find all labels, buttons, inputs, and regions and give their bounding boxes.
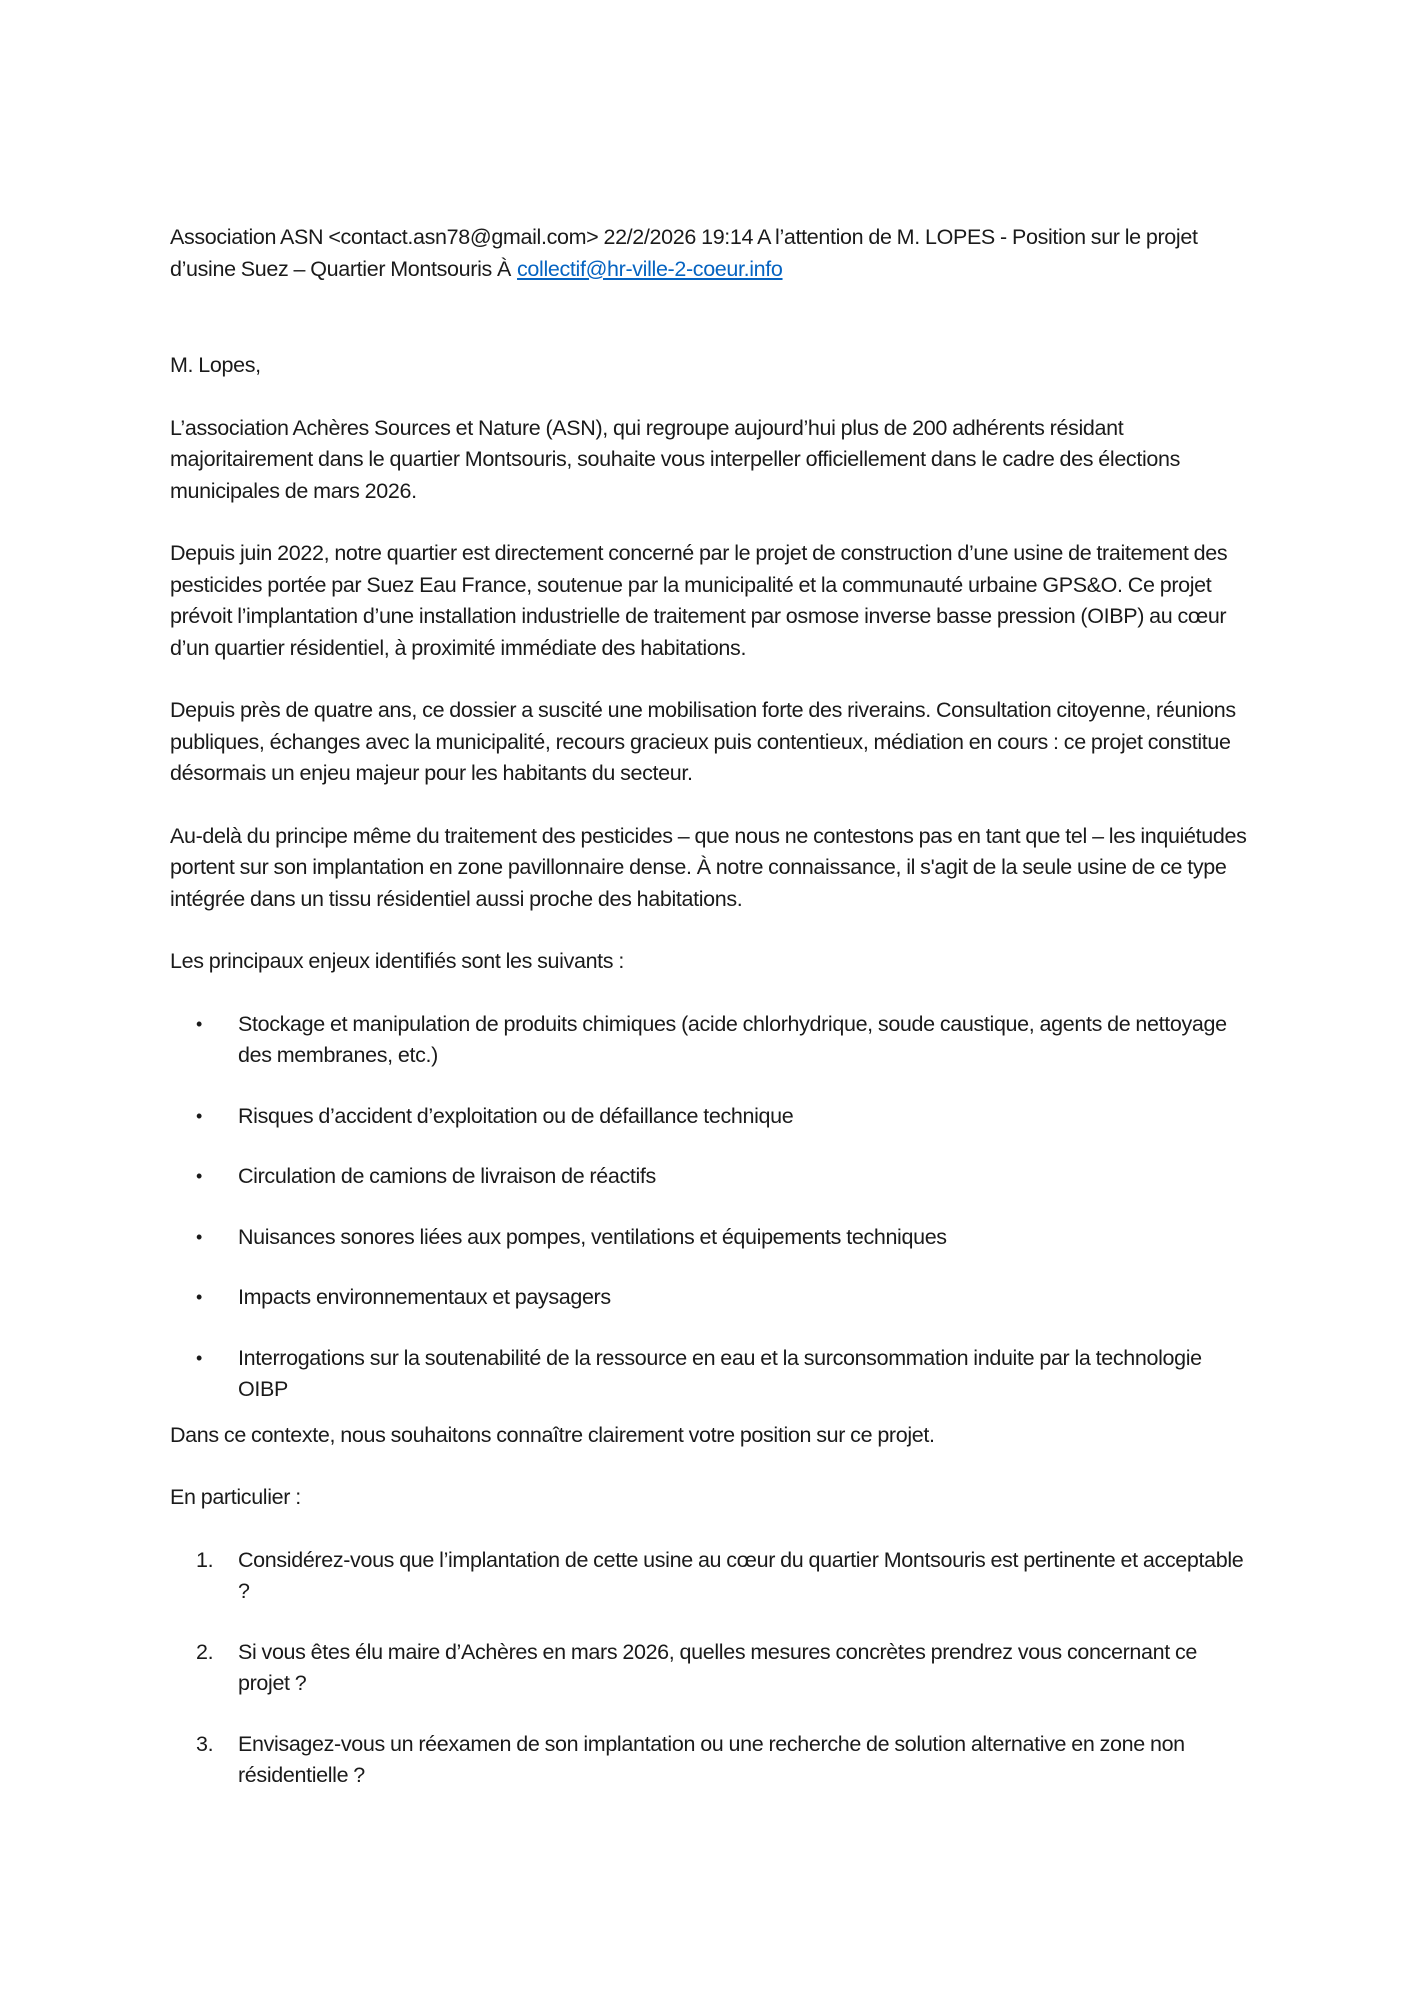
- questions-list: [170, 1545, 1250, 1792]
- question-item: [170, 1729, 1250, 1792]
- particular-label: En particulier :: [170, 1485, 301, 1509]
- email-subject: A l’attention de M. LOPES - Position sur le projet d’usine Suez – Quartier Montsouris: [170, 225, 1198, 281]
- email-to-label: À: [497, 256, 512, 281]
- salutation: M. Lopes,: [170, 353, 261, 377]
- issue-item: [170, 1343, 1250, 1406]
- issue-item: [170, 1222, 1250, 1254]
- paragraph-context: Depuis juin 2022, notre quartier est directement concerné par le projet de construction d’une usine de traitement des pesticides portée par Suez Eau France, soutenue par la municipalité et la communauté urbaine GPS&O. Ce projet prévoit l’implantation d’une installation industrielle de traitement par osmose inverse basse pression (OIBP) au cœur d’un quartier résidentiel, à proximité immédiate des habitations.: [170, 541, 1228, 660]
- bullet-icon: •: [196, 1105, 202, 1126]
- question-text: Si vous êtes élu maire d’Achères en mars 2026, quelles mesures concrètes prendrez vous concernant ce projet ?: [238, 1639, 1197, 1695]
- question-number: 2.: [196, 1639, 214, 1664]
- question-item: [170, 1545, 1250, 1608]
- issue-text: Interrogations sur la soutenabilité de la ressource en eau et la surconsommation induite par la technologie OIBP: [238, 1345, 1202, 1401]
- bullet-icon: •: [196, 1013, 202, 1034]
- email-datetime: 22/2/2026 19:14: [603, 225, 754, 249]
- issue-text: Nuisances sonores liées aux pompes, ventilations et équipements techniques: [238, 1224, 947, 1249]
- issue-text: Risques d’accident d’exploitation ou de défaillance technique: [238, 1103, 794, 1128]
- question-number: 3.: [196, 1731, 214, 1756]
- question-text: Envisagez-vous un réexamen de son implantation ou une recherche de solution alternative en zone non résidentielle ?: [238, 1731, 1185, 1787]
- paragraph-concerns: Au-delà du principe même du traitement des pesticides – que nous ne contestons pas en tant que tel – les inquiétudes portent sur son implantation en zone pavillonnaire dense. À notre connaissance, il s'agit de la seule usine de ce type intégrée dans un tissu résidentiel aussi proche des habitations.: [170, 823, 1247, 911]
- bullet-icon: •: [196, 1287, 202, 1307]
- question-text: Considérez-vous que l’implantation de cette usine au cœur du quartier Montsouris est pertinente et acceptable ?: [238, 1547, 1244, 1603]
- issue-item: [170, 1282, 1250, 1314]
- issue-item: [170, 1161, 1250, 1193]
- bullet-icon: •: [196, 1347, 202, 1368]
- question-number: 1.: [196, 1547, 214, 1572]
- question-item: [170, 1637, 1250, 1700]
- paragraph-intro: L’association Achères Sources et Nature (ASN), qui regroupe aujourd’hui plus de 200 adhérents résidant majoritairement dans le quartier Montsouris, souhaite vous interpeller officiellement dans le cadre des élections municipales de mars 2026.: [170, 415, 1180, 503]
- issue-item: [170, 1101, 1250, 1133]
- email-sender: Association ASN <contact.asn78@gmail.com>: [170, 225, 599, 249]
- paragraph-position-request: Dans ce contexte, nous souhaitons connaître clairement votre position sur ce projet.: [170, 1422, 935, 1447]
- issue-item: [170, 1009, 1250, 1072]
- bullet-icon: •: [196, 1226, 202, 1247]
- recipient-email-link[interactable]: collectif@hr-ville-2-coeur.info: [517, 256, 783, 281]
- issue-text: Stockage et manipulation de produits chimiques (acide chlorhydrique, soude caustique, agents de nettoyage des membranes, etc.): [238, 1011, 1227, 1067]
- issue-text: Circulation de camions de livraison de réactifs: [238, 1164, 656, 1188]
- document-page: [170, 222, 1250, 1821]
- issues-list: [170, 1009, 1250, 1406]
- email-header: [170, 222, 1250, 285]
- paragraph-issues-intro: Les principaux enjeux identifiés sont les suivants :: [170, 949, 624, 973]
- bullet-icon: •: [196, 1166, 202, 1186]
- issue-text: Impacts environnementaux et paysagers: [238, 1285, 611, 1309]
- paragraph-mobilisation: Depuis près de quatre ans, ce dossier a suscité une mobilisation forte des riverains. Consultation citoyenne, réunions publiques, échanges avec la municipalité, recours gracieux puis contentieux, médiation en cours : ce projet constitue désormais un enjeu majeur pour les habitants du secteur.: [170, 698, 1236, 785]
